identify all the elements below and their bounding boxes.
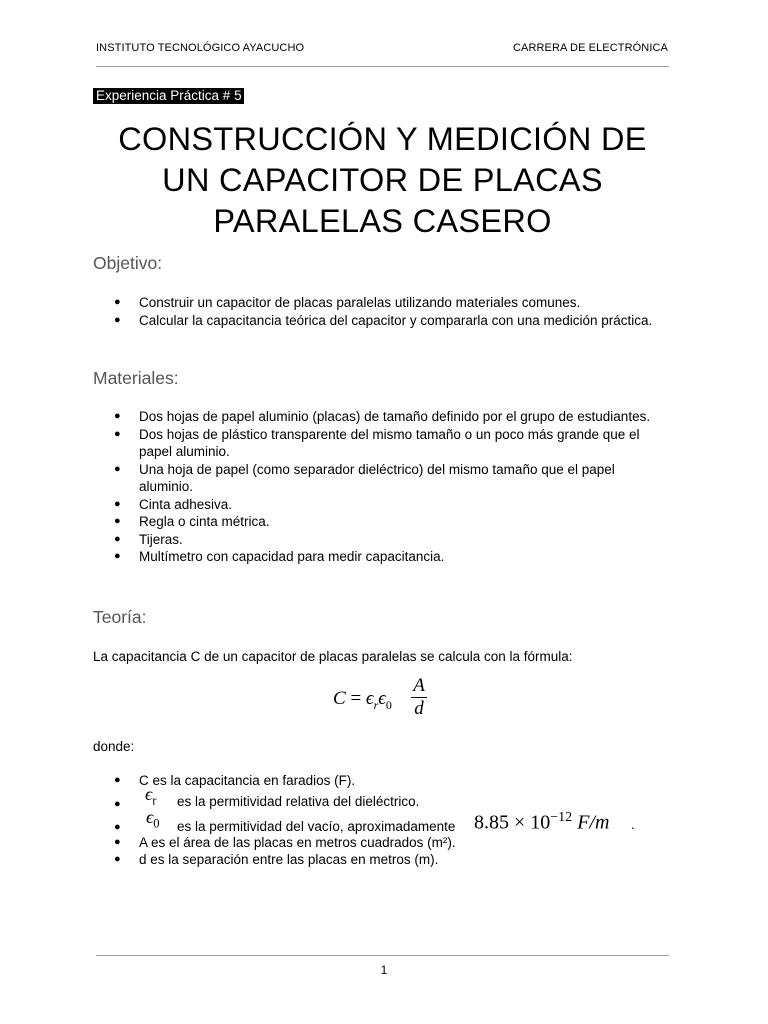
materials-list xyxy=(114,408,671,566)
bullet-icon: ● xyxy=(114,313,121,326)
list-item: ● Dos hojas de papel aluminio (placas) de tamaño definido por el grupo de estudiantes. xyxy=(114,409,651,424)
list-item: ● Regla o cinta métrica. xyxy=(114,514,270,529)
bullet-icon: ● xyxy=(114,427,121,440)
list-item: ● Multímetro con capacidad para medir capacitancia. xyxy=(114,549,445,564)
formula-equals: = xyxy=(350,688,362,709)
bullet-icon: ● xyxy=(114,410,121,422)
list-item: ● A es el área de las placas en metros cuadrados (m²). xyxy=(114,834,456,850)
list-item: ● Calcular la capacitancia teórica del capacitor y compararla con una medición práctica. xyxy=(114,312,653,328)
list-item: ● Cinta adhesiva. xyxy=(114,496,233,512)
bullet-icon: ● xyxy=(114,296,121,308)
where-label: donde: xyxy=(93,739,135,754)
list-item: ● Una hoja de papel (como separador dieléctrico) del mismo tamaño que el papel aluminio. xyxy=(114,461,615,494)
list-item: ● $\epsilon_r$ es la permitividad relativa del dieléctrico. xyxy=(139,790,671,813)
definitions-list xyxy=(114,772,671,869)
list-item: ● $\epsilon_0$ es la permitividad del vacío, aproximadamente $8.85 \times 10^{-12}$ F/m . xyxy=(139,813,671,834)
list-item: ● Construir un capacitor de placas paralelas utilizando materiales comunes. xyxy=(114,295,581,310)
bullet-icon: ● xyxy=(114,550,121,562)
bullet-icon: ● xyxy=(114,853,121,865)
capacitance-formula xyxy=(333,676,433,722)
bullet-icon: ● xyxy=(114,532,121,545)
objective-heading: Objetivo: xyxy=(93,253,163,273)
list-item: ● Dos hojas de plástico transparente del mismo tamaño o un poco más grande que el papel aluminio. xyxy=(114,426,640,459)
bullet-icon: ● xyxy=(114,462,121,475)
vacuum-permittivity-value: $8.85 \times 10^{-12}$ F/m xyxy=(474,809,610,834)
formula-denominator: d xyxy=(414,698,424,719)
bullet-icon: ● xyxy=(114,774,121,786)
page-number: 1 xyxy=(380,963,388,977)
formula-eps-0: ϵ xyxy=(378,688,386,709)
list-item: ● C es la capacitancia en faradios (F). xyxy=(114,773,356,788)
bullet-icon: ● xyxy=(114,820,121,833)
formula-eps-0-sub: 0 xyxy=(385,697,392,712)
materials-heading: Materiales: xyxy=(93,368,179,388)
formula-c: C xyxy=(333,688,346,709)
eps-r-symbol: $\epsilon_r$ xyxy=(145,783,157,808)
institution-name: INSTITUTO TECNOLÓGICO AYACUCHO xyxy=(96,42,305,54)
footer-divider xyxy=(96,955,669,956)
page-header xyxy=(96,42,668,56)
bullet-icon: ● xyxy=(114,497,121,510)
theory-intro: La capacitancia C de un capacitor de placas paralelas se calcula con la fórmula: xyxy=(93,649,573,664)
objective-list xyxy=(114,294,671,329)
formula-numerator: A xyxy=(413,675,425,696)
bullet-icon: ● xyxy=(114,797,121,810)
eps-0-symbol: $\epsilon_0$ xyxy=(146,806,160,831)
document-title: CONSTRUCCIÓN Y MEDICIÓN DE UN CAPACITOR DE PLACAS PARALELAS CASERO xyxy=(118,121,647,239)
theory-heading: Teoría: xyxy=(93,607,147,627)
header-divider xyxy=(96,66,669,67)
career-name: CARRERA DE ELECTRÓNICA xyxy=(512,42,668,54)
formula-eps-r-sub: r xyxy=(373,697,379,712)
formula-fraction xyxy=(411,676,427,719)
practice-tag: Experiencia Práctica # 5 xyxy=(93,88,244,104)
formula-eps-r: ϵ xyxy=(365,688,374,709)
bullet-icon: ● xyxy=(114,835,121,848)
bullet-icon: ● xyxy=(114,515,121,527)
list-item: ● Tijeras. xyxy=(114,531,183,547)
list-item: ● d es la separación entre las placas en metros (m). xyxy=(114,852,439,867)
